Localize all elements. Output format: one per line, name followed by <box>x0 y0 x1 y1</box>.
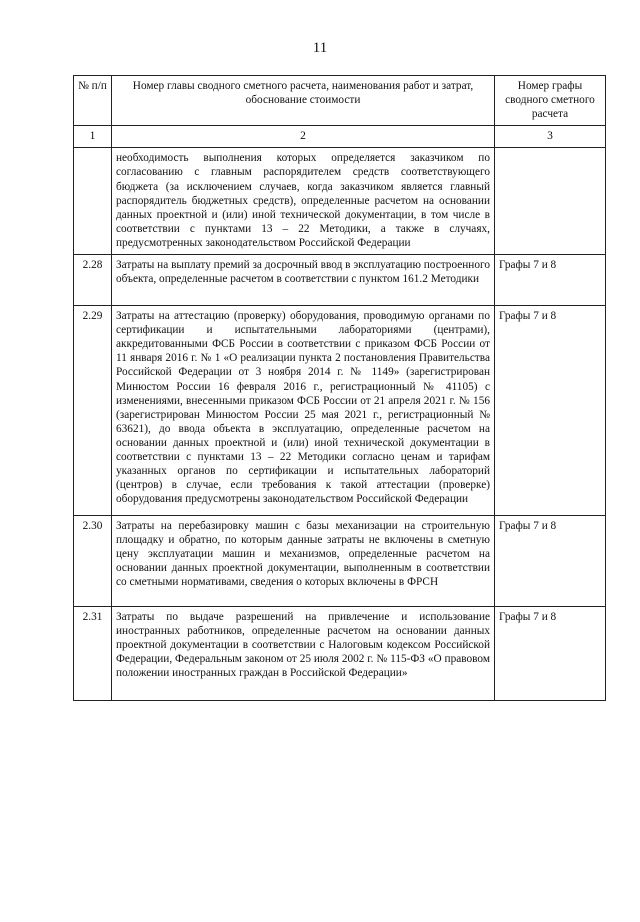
row-column-ref: Графы 7 и 8 <box>495 306 606 516</box>
table-row <box>74 255 606 306</box>
row-description: Затраты на перебазировку машин с базы механизации на строительную площадку и обратно, по которым данные затраты не включены в сметную цену эксплуатации машин и механизмов, определенные расчетом на основании данных проектной документации, выполненным в соответствии со сметными нормативами, сведения о которых включены в ФРСН <box>112 516 495 607</box>
table-row <box>74 516 606 607</box>
column-index-row <box>74 126 606 148</box>
table-row <box>74 306 606 516</box>
row-description: Затраты на аттестацию (проверку) оборудования, проводимую органами по сертификации и испытательными лабораториями (центрами), аккредитованными ФСБ России в соответствии с приказом ФСБ России от 11 января 2016 г. № 1 «О реализации пункта 2 постановления Правительства Российской Федерации от 3 ноября 2014 г. № 1149» (зарегистрирован Минюстом России 16 февраля 2016 г., регистрационный № 41105) с изменениями, внесенными приказом ФСБ России от 21 апреля 2021 г. № 156 (зарегистрирован Минюстом России 25 мая 2021 г., регистрационный № 63621), до ввода объекта в эксплуатацию, определенные расчетом на основании данных проектной и (или) иной технической документации в соответствии с пунктами 13 – 22 Методики согласно ценам и тарифам указанных органов по сертификации и испытательных лабораторий (центров) в случае, если требования к такой аттестации (проверке) оборудования предусмотрены законодательством Российской Федерации <box>112 306 495 516</box>
page-number: 11 <box>312 40 328 56</box>
row-number: 2.28 <box>74 255 112 306</box>
column-index-cell: 3 <box>495 126 606 148</box>
row-number <box>74 148 112 255</box>
row-column-ref: Графы 7 и 8 <box>495 516 606 607</box>
row-number: 2.30 <box>74 516 112 607</box>
row-column-ref <box>495 148 606 255</box>
header-column-ref: Номер графы сводного сметного расчета <box>495 76 606 126</box>
row-column-ref: Графы 7 и 8 <box>495 255 606 306</box>
row-description: Затраты на выплату премий за досрочный ввод в эксплуатацию построенного объекта, определенные расчетом в соответствии с пунктом 161.2 Методики <box>112 255 495 306</box>
table-row <box>74 148 606 255</box>
header-description: Номер главы сводного сметного расчета, наименования работ и затрат, обоснование стоимости <box>112 76 495 126</box>
row-number: 2.31 <box>74 607 112 701</box>
column-index-cell: 2 <box>112 126 495 148</box>
row-description: Затраты по выдаче разрешений на привлечение и использование иностранных работников, определенные расчетом на основании данных проектной документации в соответствии с Налоговым кодексом Российской Федерации, Федеральным законом от 25 июля 2002 г. № 115-ФЗ «О правовом положении иностранных граждан в Российской Федерации» <box>112 607 495 701</box>
row-number: 2.29 <box>74 306 112 516</box>
row-description: необходимость выполнения которых определяется заказчиком по согласованию с главным распорядителем средств соответствующего бюджета (за исключением случаев, когда заказчиком является главный распорядитель бюджетных средств), определенные расчетом на основании данных проектной и (или) иной технической документации, в том числе в соответствии с пунктами 13 – 22 Методики, а также в случаях, предусмотренных законодательством Российской Федерации <box>112 148 495 255</box>
header-number: № п/п <box>74 76 112 126</box>
table-header-row <box>74 76 606 126</box>
table-row <box>74 607 606 701</box>
row-column-ref: Графы 7 и 8 <box>495 607 606 701</box>
column-index-cell: 1 <box>74 126 112 148</box>
estimate-table <box>73 75 606 701</box>
